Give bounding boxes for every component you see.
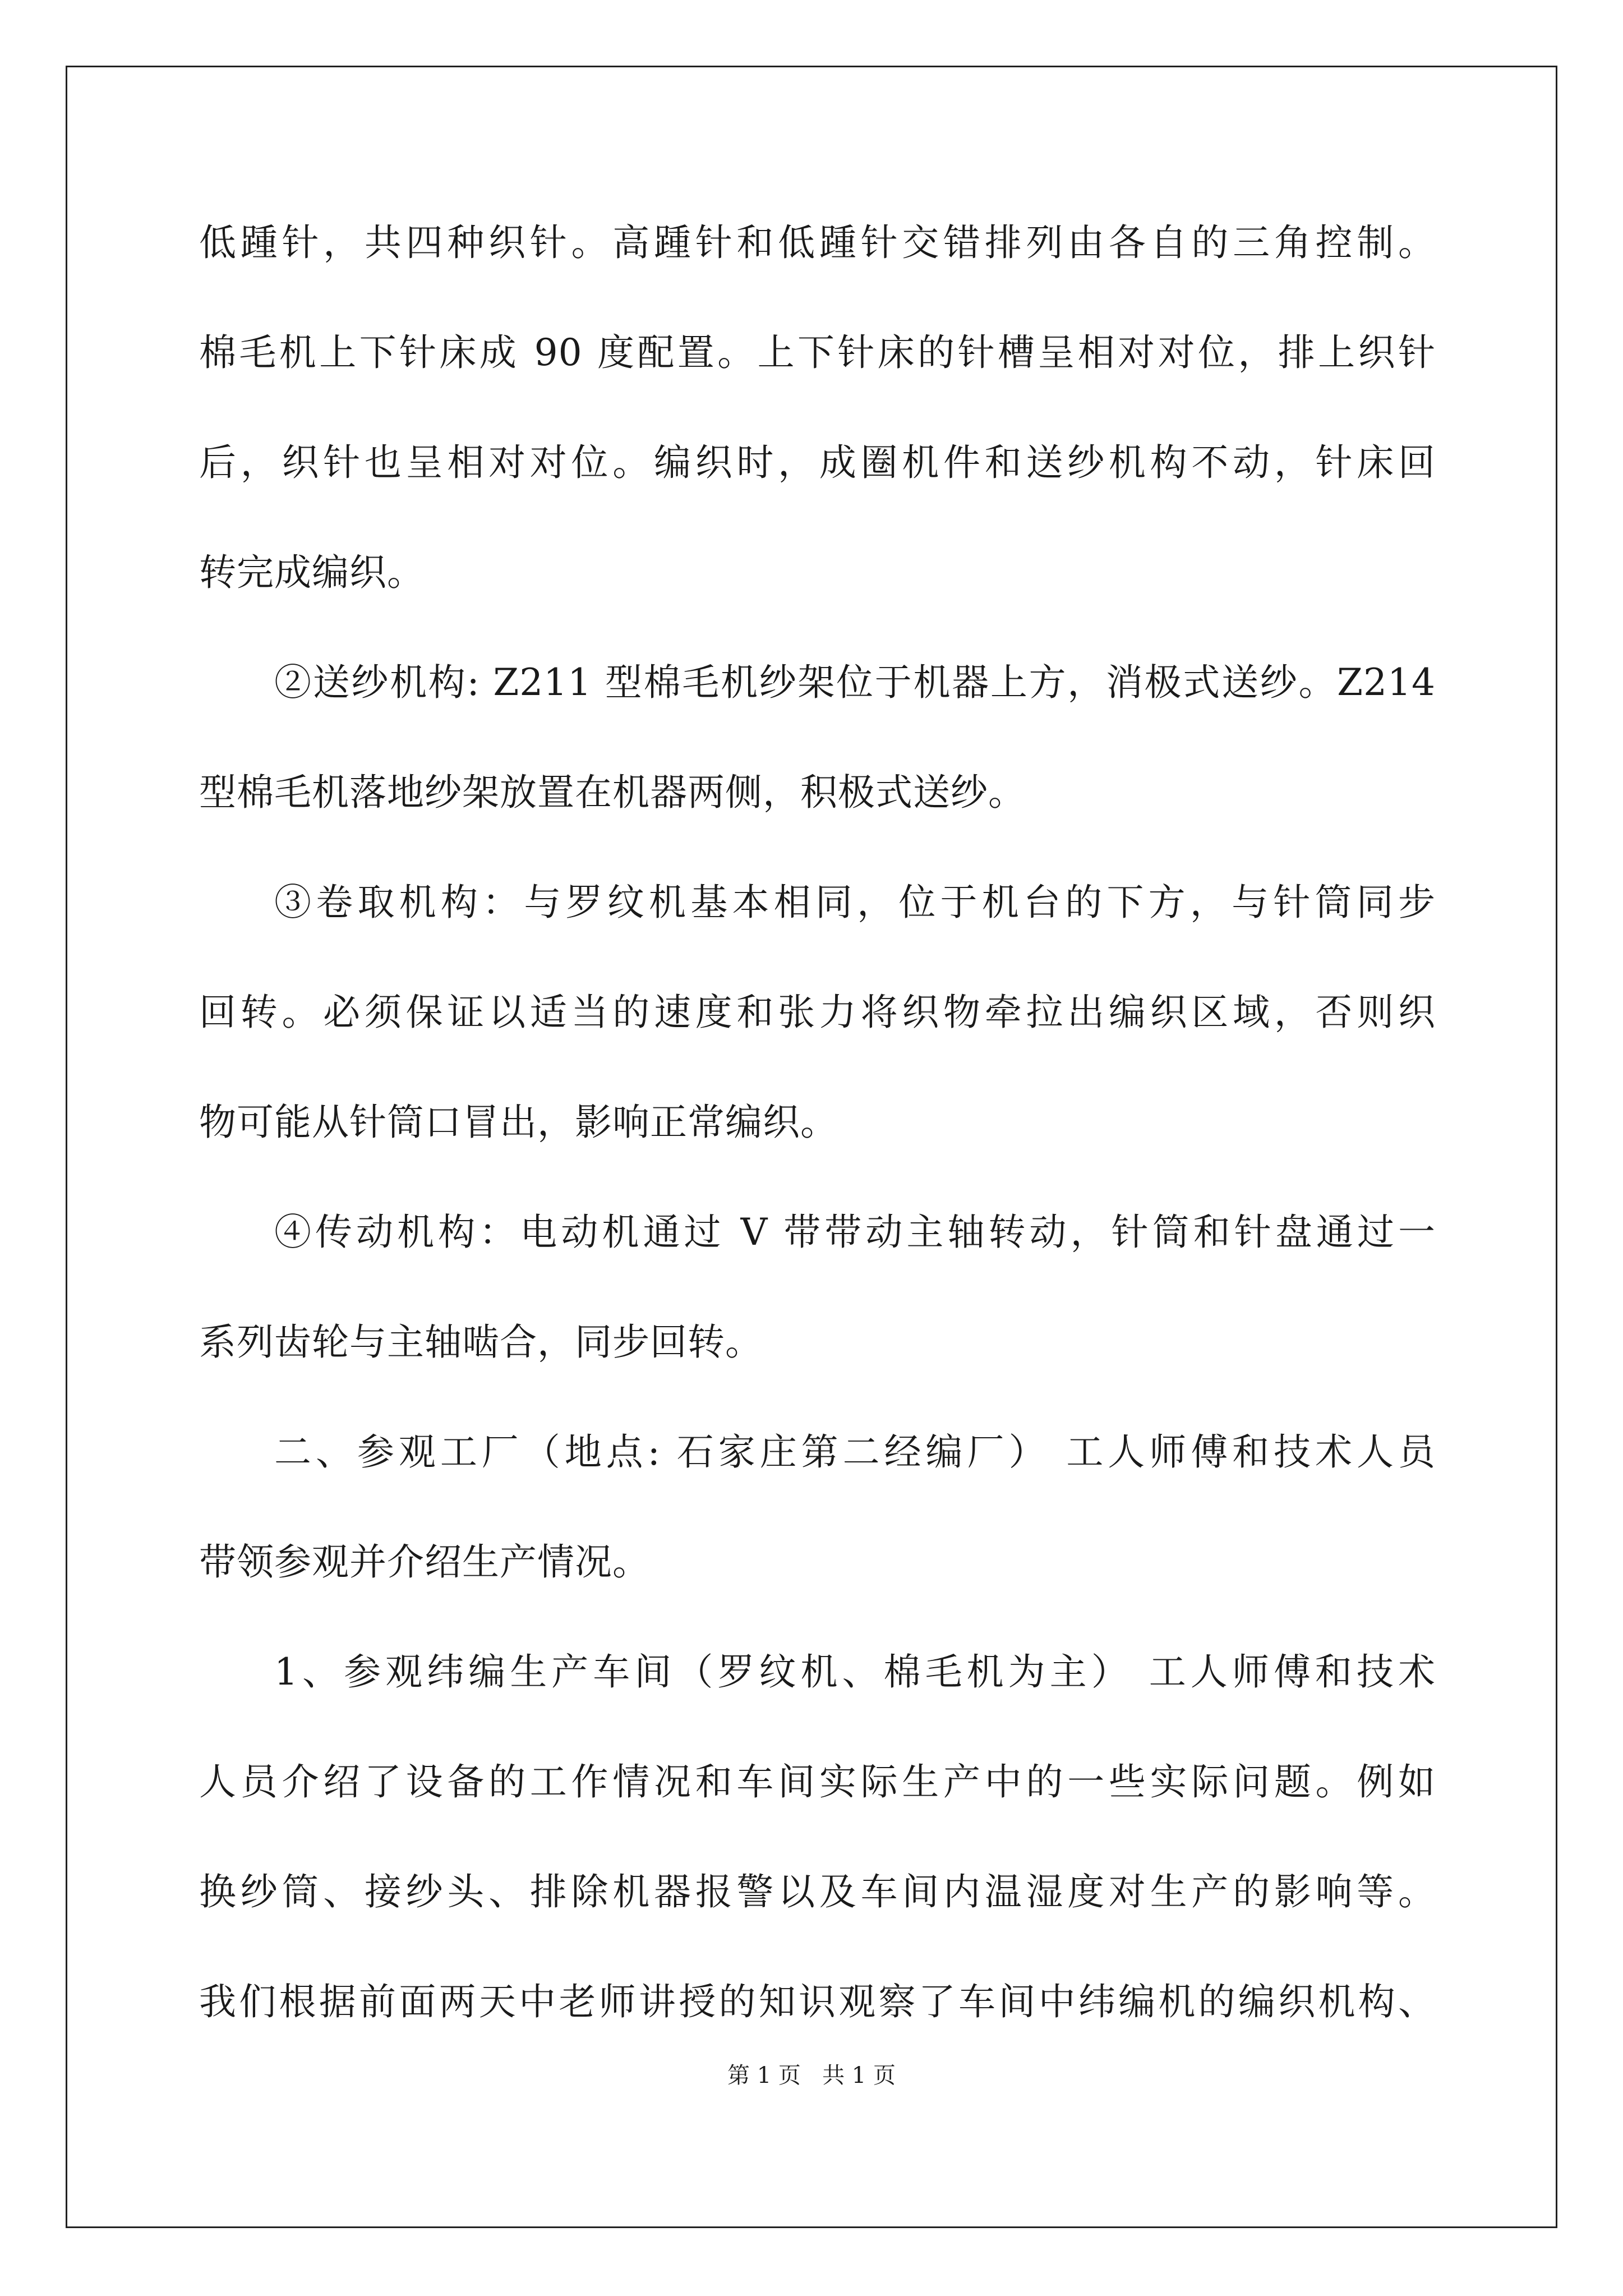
text-line-9: 物可能从针筒口冒出，影响正常编织。 (199, 1101, 838, 1144)
text-line-2: 棉毛机上下针床成 90 度配置。上下针床的针槽呈相对对位，排上织针 (199, 331, 1436, 374)
text-line-1: 低踵针，共四种织针。高踵针和低踵针交错排列由各自的三角控制。 (199, 221, 1436, 264)
text-line-15: 人员介绍了设备的工作情况和车间实际生产中的一些实际问题。例如 (199, 1760, 1436, 1803)
text-line-12: 二、参观工厂（地点: 石家庄第二经编厂） 工人师傅和技术人员 (274, 1430, 1436, 1474)
text-line-17: 我们根据前面两天中老师讲授的知识观察了车间中纬编机的编织机构、 (199, 1980, 1436, 2023)
text-line-13: 带领参观并介绍生产情况。 (199, 1540, 650, 1584)
text-line-10: ④传动机构：电动机通过 V 带带动主轴转动，针筒和针盘通过一 (274, 1211, 1436, 1254)
text-line-4: 转完成编织。 (199, 551, 425, 594)
text-line-11: 系列齿轮与主轴啮合，同步回转。 (199, 1320, 763, 1364)
document-body (199, 188, 1436, 2057)
text-line-3: 后，织针也呈相对对位。编织时，成圈机件和送纱机构不动，针床回 (199, 441, 1436, 484)
text-line-7: ③卷取机构：与罗纹机基本相同，位于机台的下方，与针筒同步 (274, 881, 1436, 924)
text-line-14: 1、参观纬编生产车间（罗纹机、棉毛机为主） 工人师傅和技术 (274, 1650, 1436, 1694)
text-line-16: 换纱筒、接纱头、排除机器报警以及车间内温湿度对生产的影响等。 (199, 1870, 1436, 1913)
text-line-8: 回转。必须保证以适当的速度和张力将织物牵拉出编织区域，否则织 (199, 991, 1436, 1034)
text-line-5: ②送纱机构: Z211 型棉毛机纱架位于机器上方，消极式送纱。Z214 (274, 661, 1436, 704)
page-footer: 第 1 页 共 1 页 (727, 2063, 896, 2088)
text-line-6: 型棉毛机落地纱架放置在机器两侧，积极式送纱。 (199, 771, 1026, 814)
